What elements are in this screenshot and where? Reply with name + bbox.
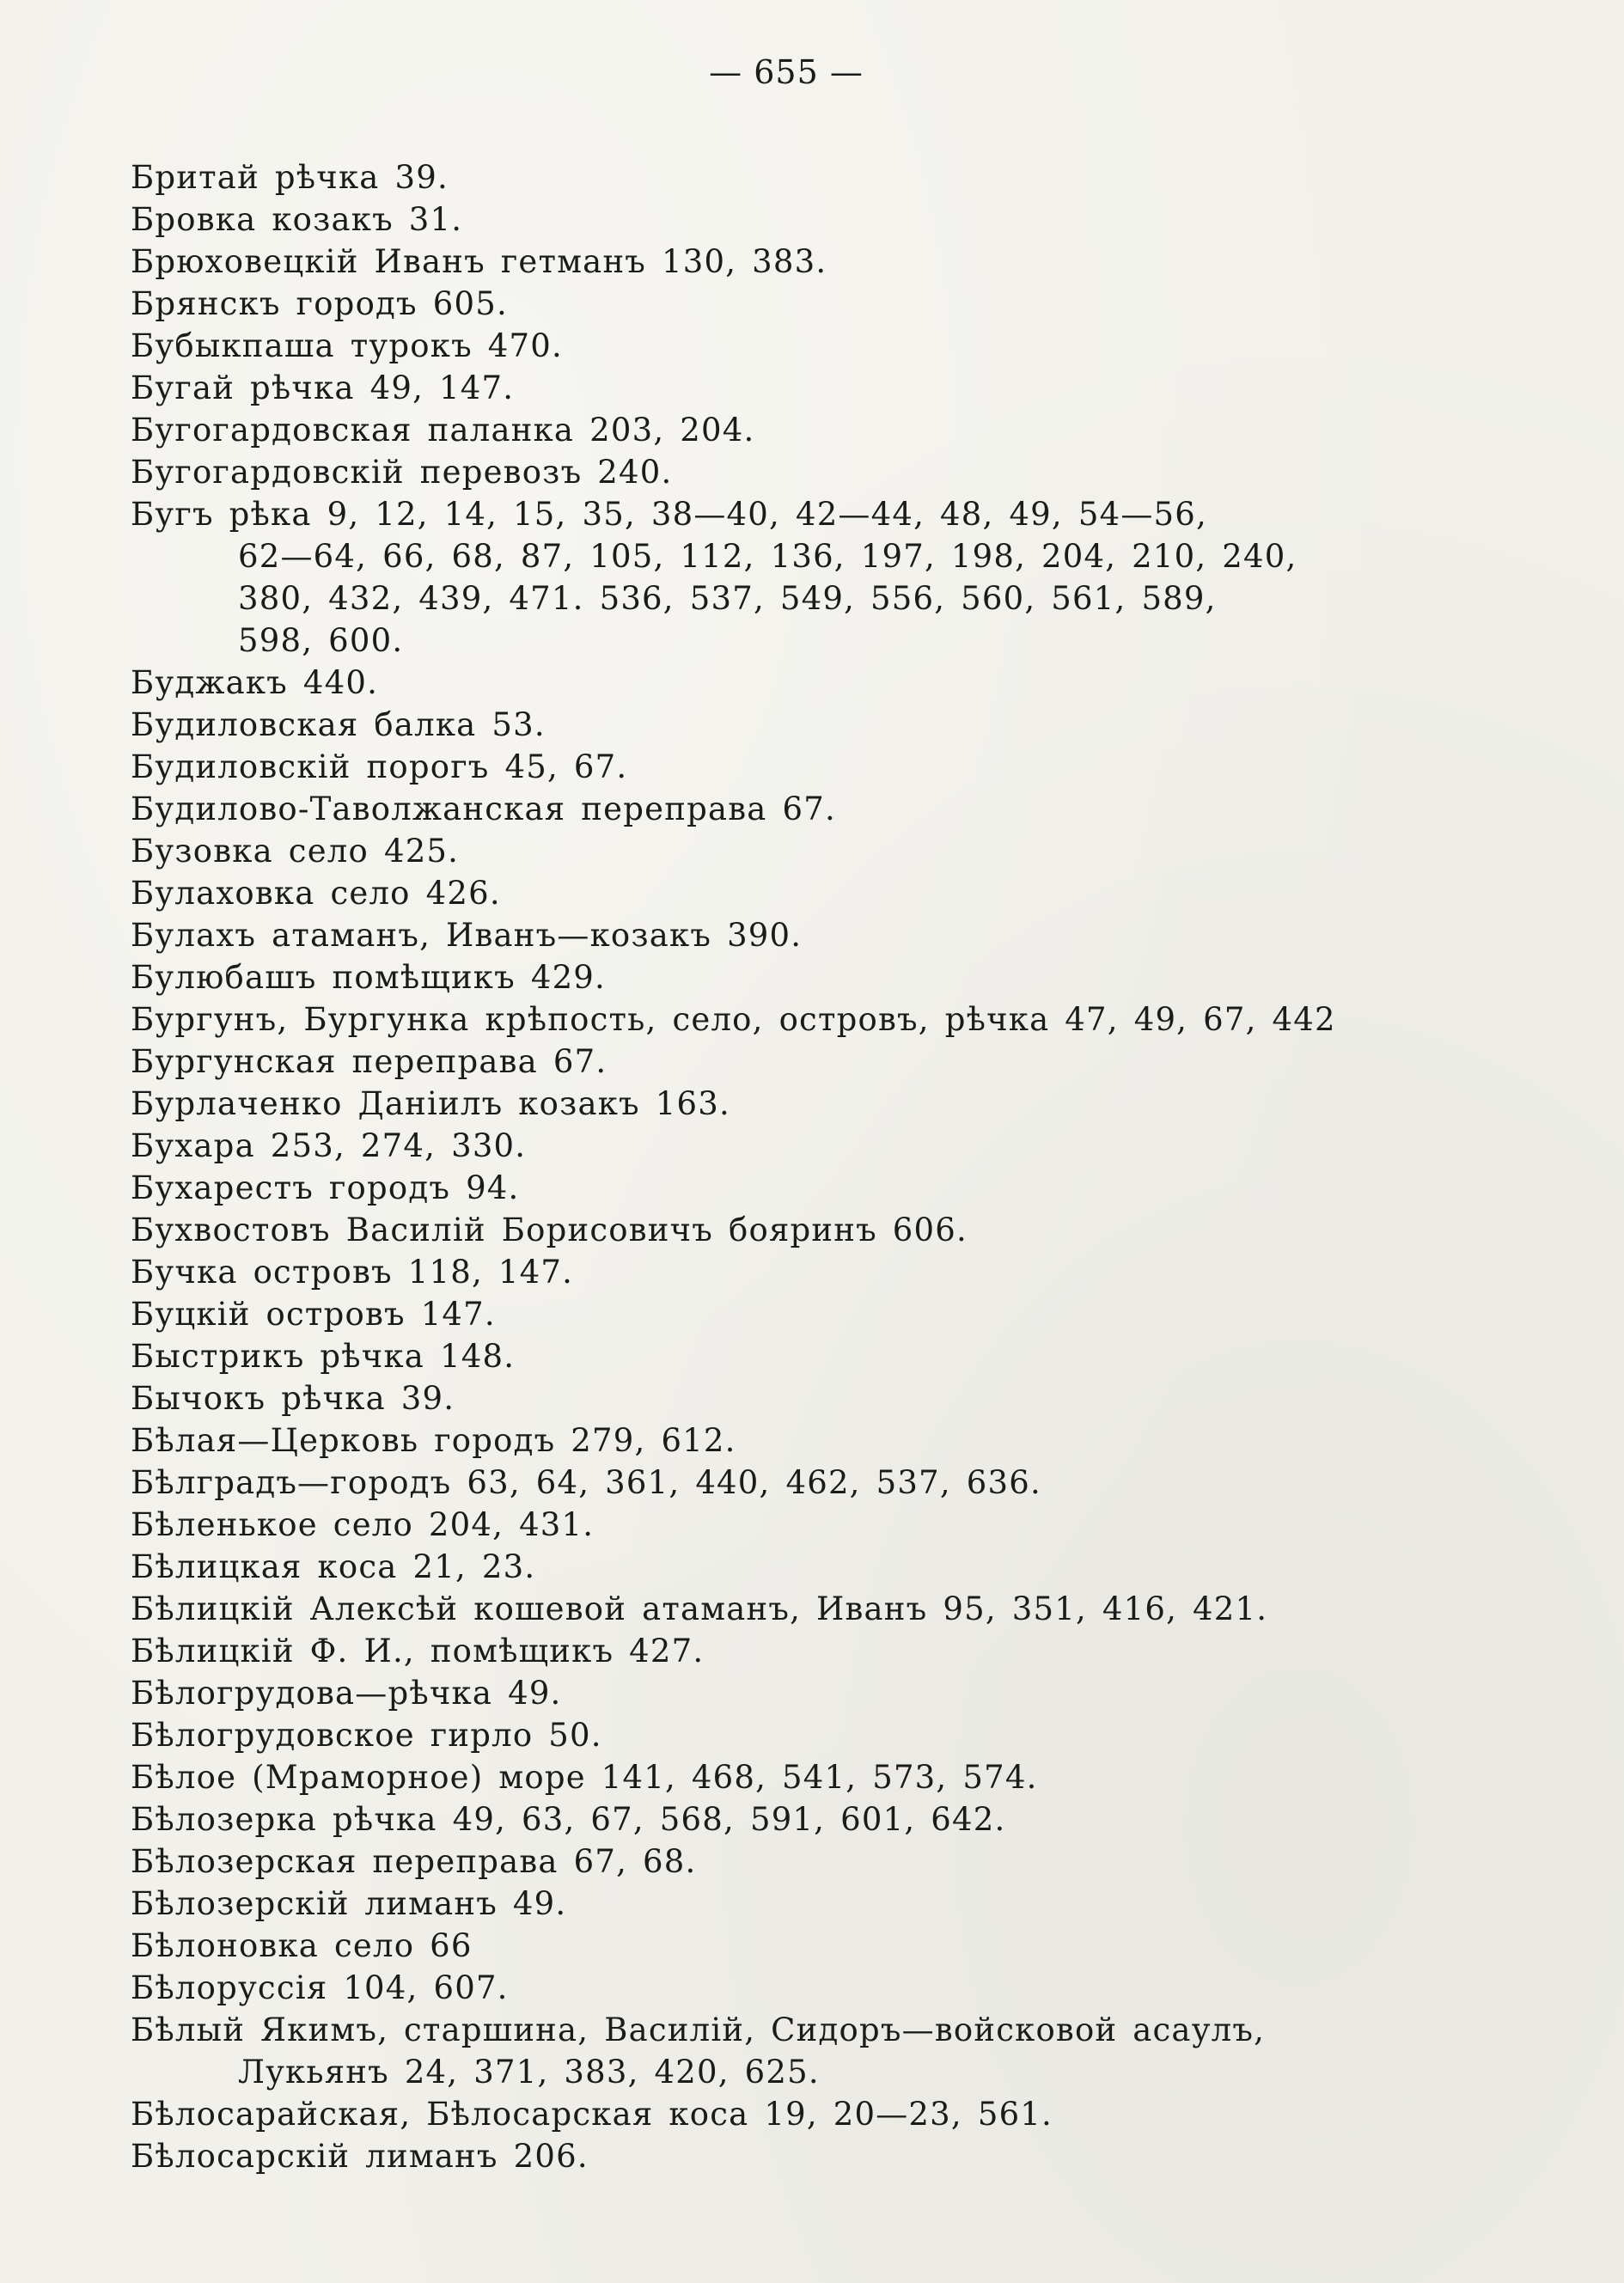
entry-text: Бѣлицкая коса 21, 23.	[131, 1548, 536, 1585]
index-entry	[131, 409, 1454, 451]
index-entry	[131, 1588, 1454, 1630]
index-entry	[131, 1672, 1454, 1714]
entry-text: Бѣлая—Церковь городъ 279, 612.	[131, 1422, 736, 1459]
entry-text: Бровка козакъ 31.	[131, 201, 463, 238]
index-entry	[131, 1967, 1454, 2009]
index-entry	[131, 1125, 1454, 1167]
entry-text: Будилово-Таволжанская переправа 67.	[131, 791, 836, 827]
index-entry	[131, 2009, 1454, 2093]
index-entry	[131, 241, 1454, 283]
entry-text: Бургунъ, Бургунка крѣпость, село, островъ, рѣчка 47, 49, 67, 442	[131, 1001, 1336, 1038]
entry-text: Бѣлградъ—городъ 63, 64, 361, 440, 462, 537, 636.	[131, 1464, 1041, 1501]
index-entry	[131, 1925, 1454, 1967]
index-entry	[131, 914, 1454, 956]
entry-text: Бѣлоновка село 66	[131, 1927, 473, 1964]
entry-text: Бугогардовская паланка 203, 204.	[131, 412, 755, 449]
entry-text: Бубыкпаша турокъ 470.	[131, 327, 563, 364]
entry-text: Бѣлосарскій лиманъ 206.	[131, 2138, 589, 2175]
entry-text: Буцкій островъ 147.	[131, 1296, 496, 1333]
index-entry	[131, 788, 1454, 830]
entry-text: Бѣлицкій Ф. И., помѣщикъ 427.	[131, 1633, 705, 1670]
entry-text: Бѣлый Якимъ, старшина, Василій, Сидоръ—войсковой асаулъ,	[131, 2011, 1266, 2048]
entry-text: Бугогардовскій перевозъ 240.	[131, 454, 673, 491]
index-entry	[131, 662, 1454, 704]
index-entry	[131, 704, 1454, 746]
entry-text: Бугъ рѣка 9, 12, 14, 15, 35, 38—40, 42—44, 48, 49, 54—56,	[131, 496, 1207, 533]
index-entry	[131, 1167, 1454, 1209]
entry-text: Бѣлогрудова—рѣчка 49.	[131, 1675, 562, 1712]
entry-text: Бѣлозерка рѣчка 49, 63, 67, 568, 591, 601, 642.	[131, 1801, 1006, 1838]
index-entry	[131, 1714, 1454, 1756]
index-entry	[131, 1335, 1454, 1377]
index-entry	[131, 956, 1454, 998]
index-entry	[131, 1377, 1454, 1419]
entry-text: Булахъ атаманъ, Иванъ—козакъ 390.	[131, 917, 803, 954]
entry-text: Будиловскій порогъ 45, 67.	[131, 748, 628, 785]
entry-text: Брюховецкій Иванъ гетманъ 130, 383.	[131, 243, 827, 280]
entry-continuation: 380, 432, 439, 471. 536, 537, 549, 556, 560, 561, 589,	[238, 580, 1217, 617]
index-entry	[131, 493, 1454, 662]
index-entry	[131, 451, 1454, 493]
entry-text: Бычокъ рѣчка 39.	[131, 1380, 455, 1417]
index-entry	[131, 1041, 1454, 1083]
entry-text: Булюбашъ помѣщикъ 429.	[131, 959, 607, 996]
entry-text: Бѣлозерская переправа 67, 68.	[131, 1843, 697, 1880]
index-entry	[131, 283, 1454, 325]
entry-continuation: 598, 600.	[238, 622, 404, 659]
entry-text: Бѣлое (Мраморное) море 141, 468, 541, 573, 574.	[131, 1759, 1038, 1796]
page-number: — 655 —	[709, 53, 864, 91]
entry-text: Бритай рѣчка 39.	[131, 159, 449, 196]
entry-text: Бѣлоруссія 104, 607.	[131, 1969, 509, 2006]
entry-text: Бургунская переправа 67.	[131, 1043, 607, 1080]
index-entry	[131, 1419, 1454, 1462]
index-entry	[131, 367, 1454, 409]
entry-text: Бухара 253, 274, 330.	[131, 1127, 527, 1164]
entry-text: Бѣленькое село 204, 431.	[131, 1506, 595, 1543]
index-entry	[131, 156, 1454, 198]
index-entry	[131, 1546, 1454, 1588]
entry-text: Бухарестъ городъ 94.	[131, 1169, 520, 1206]
index-entry	[131, 1756, 1454, 1798]
index-entry	[131, 1251, 1454, 1293]
index-entry	[131, 325, 1454, 367]
entry-text: Бучка островъ 118, 147.	[131, 1254, 574, 1291]
entry-continuation: Лукьянъ 24, 371, 383, 420, 625.	[238, 2054, 820, 2091]
index-entry	[131, 1630, 1454, 1672]
index-entry	[131, 1083, 1454, 1125]
entry-text: Бузовка село 425.	[131, 833, 460, 870]
index-entry	[131, 1840, 1454, 1883]
entry-text: Булаховка село 426.	[131, 875, 501, 912]
index-entry	[131, 1798, 1454, 1840]
index-entry	[131, 746, 1454, 788]
entry-text: Быстрикъ рѣчка 148.	[131, 1338, 516, 1375]
index-list	[131, 156, 1454, 2177]
index-entry	[131, 1883, 1454, 1925]
entry-text: Бугай рѣчка 49, 147.	[131, 369, 515, 406]
index-entry	[131, 2093, 1454, 2135]
entry-text: Бухвостовъ Василій Борисовичъ бояринъ 606.	[131, 1212, 968, 1248]
index-entry	[131, 1504, 1454, 1546]
index-entry	[131, 198, 1454, 241]
entry-text: Бѣлозерскій лиманъ 49.	[131, 1885, 567, 1922]
entry-text: Бѣлицкій Алексѣй кошевой атаманъ, Иванъ 95, 351, 416, 421.	[131, 1590, 1268, 1627]
entry-continuation: 62—64, 66, 68, 87, 105, 112, 136, 197, 198, 204, 210, 240,	[238, 538, 1297, 575]
index-entry	[131, 998, 1454, 1041]
entry-text: Бурлаченко Даніилъ козакъ 163.	[131, 1085, 730, 1122]
entry-text: Брянскъ городъ 605.	[131, 285, 508, 322]
index-entry	[131, 1462, 1454, 1504]
index-entry	[131, 830, 1454, 872]
index-entry	[131, 872, 1454, 914]
index-entry	[131, 1209, 1454, 1251]
entry-text: Будиловская балка 53.	[131, 706, 546, 743]
entry-text: Буджакъ 440.	[131, 664, 379, 701]
index-entry	[131, 1293, 1454, 1335]
entry-text: Бѣлогрудовское гирло 50.	[131, 1717, 602, 1754]
entry-text: Бѣлосарайская, Бѣлосарская коса 19, 20—23, 561.	[131, 2096, 1053, 2133]
index-entry	[131, 2135, 1454, 2177]
